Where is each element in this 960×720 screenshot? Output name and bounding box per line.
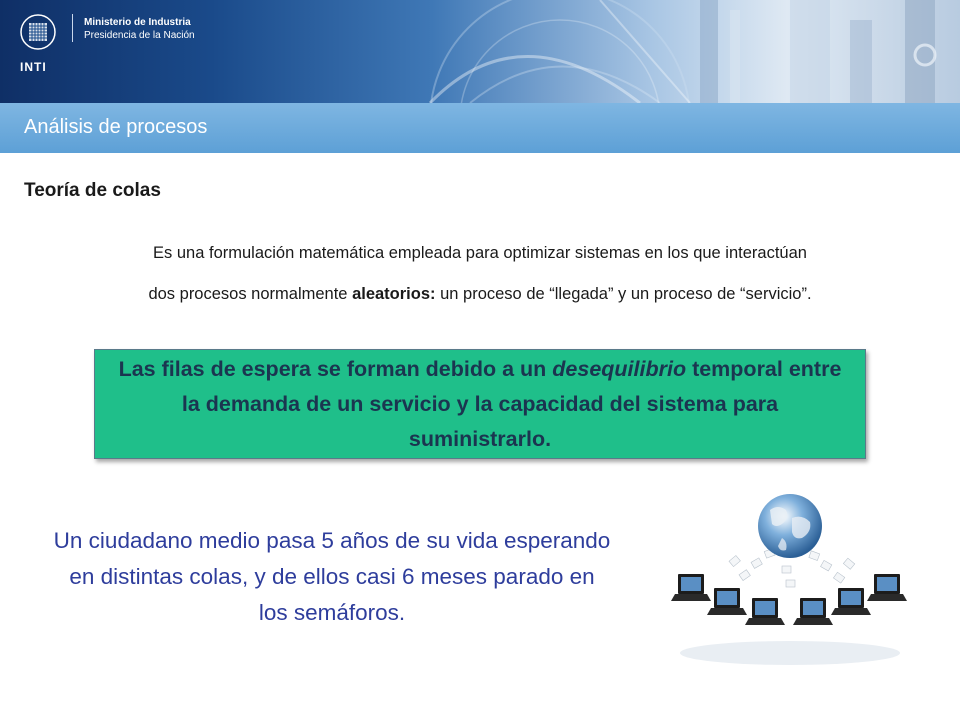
intro-bold-term: aleatorios: <box>352 285 436 303</box>
slide-subtitle: Teoría de colas <box>24 180 161 201</box>
ministry-line-1: Ministerio de Industria <box>84 17 191 28</box>
intro-line-1: Es una formulación matemática empleada para optimizar sistemas en los que interactúan <box>153 244 807 262</box>
logo-text: INTI <box>20 60 47 74</box>
inti-logo-icon <box>20 14 56 58</box>
intro-line-2 <box>20 274 940 315</box>
callout-text <box>95 352 865 457</box>
globe-laptops-network-icon <box>670 488 910 668</box>
section-title: Análisis de procesos <box>24 116 208 138</box>
intro-text-post: un proceso de “llegada” y un proceso de “servicio”. <box>435 285 812 303</box>
intro-text-pre: dos procesos normalmente <box>148 285 353 303</box>
header-banner <box>0 0 960 103</box>
ministry-label <box>84 16 195 42</box>
header-divider <box>72 14 73 42</box>
fact-text: Un ciudadano medio pasa 5 años de su vida esperando en distintas colas, y de ellos casi 6 meses parado en los semáforos. <box>53 528 611 625</box>
intro-paragraph <box>20 233 940 315</box>
callout-text-pre: Las filas de espera se forman debido a un <box>118 356 553 381</box>
callout-box <box>94 349 866 459</box>
callout-text-post: temporal entre la demanda de un servicio y la capacidad del sistema para suministrarlo. <box>181 356 842 451</box>
ministry-line-2: Presidencia de la Nación <box>84 30 195 41</box>
callout-italic-term: desequilibrio <box>552 356 687 381</box>
section-title-bar <box>0 103 960 153</box>
